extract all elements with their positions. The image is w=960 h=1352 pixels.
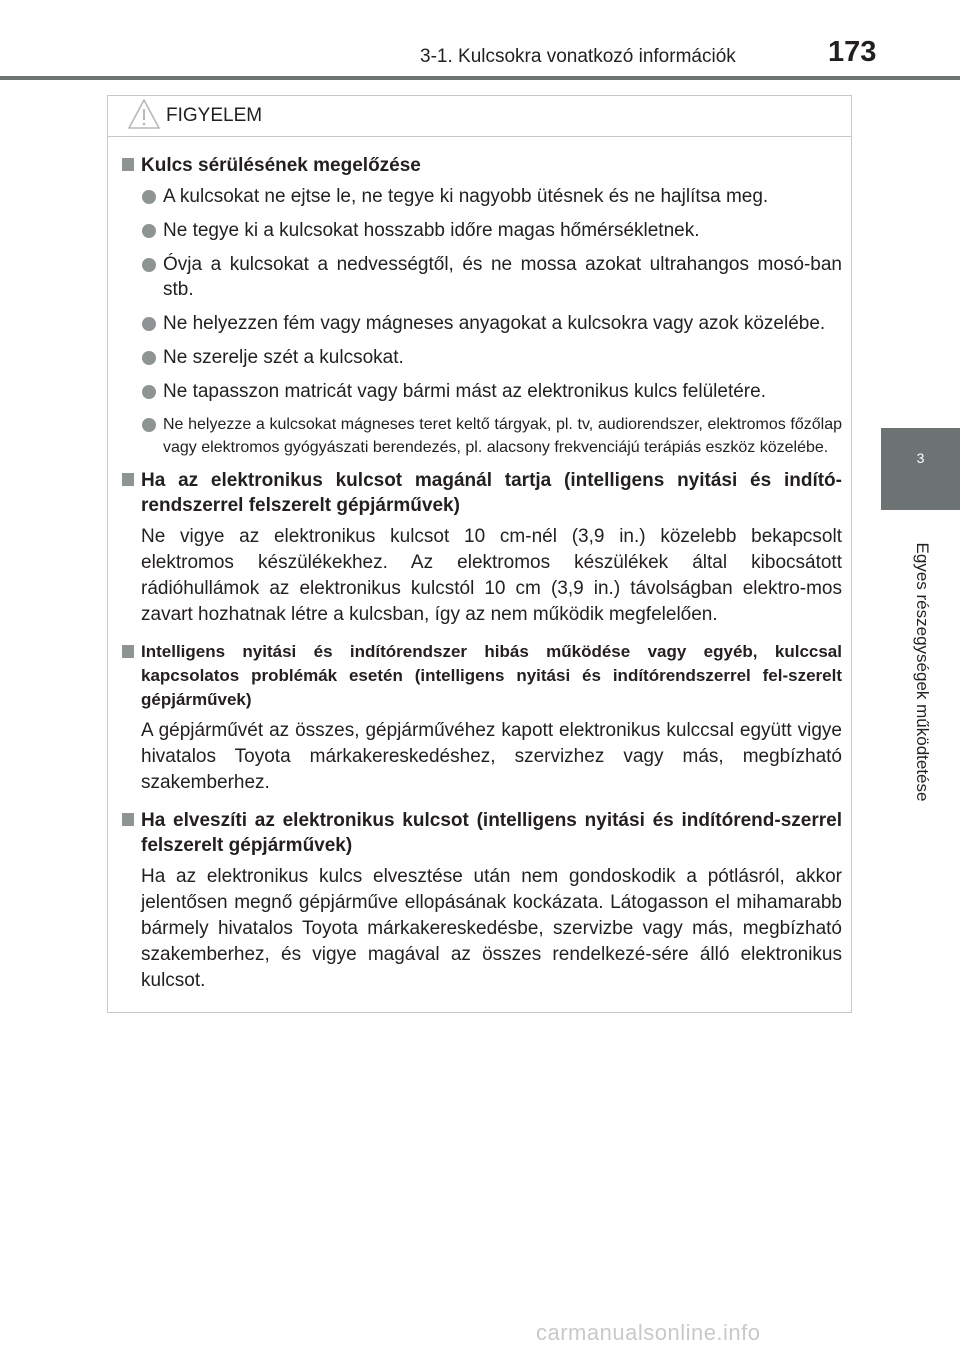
header-rule — [0, 76, 960, 80]
round-bullet-icon — [142, 351, 156, 365]
square-bullet-icon — [122, 158, 134, 171]
warning-box — [107, 95, 852, 1013]
square-bullet-icon — [122, 813, 134, 826]
round-bullet-icon — [142, 418, 156, 432]
list-item-text: Ne helyezzen fém vagy mágneses anyagokat a kulcsokra vagy azok közelébe. — [163, 313, 826, 334]
round-bullet-icon — [142, 317, 156, 331]
section-heading — [117, 640, 842, 712]
section-heading-text: Ha az elektronikus kulcsot magánál tartja (intelligens nyitási és indító-rendszerrel felszerelt gépjárművek) — [141, 470, 842, 516]
round-bullet-icon — [142, 224, 156, 238]
section-paragraph: A gépjárművét az összes, gépjárművéhez kapott elektronikus kulccsal együtt vigye hivatalos Toyota márkakereskedéshez, szervizhez vagy más, megbízható szakemberhez. — [141, 720, 842, 793]
round-bullet-icon — [142, 190, 156, 204]
square-bullet-icon — [122, 645, 134, 658]
list-item-text: Ne tegye ki a kulcsokat hosszabb időre magas hőmérsékletnek. — [163, 220, 700, 241]
chapter-title: Egyes részegységek működtetése — [913, 542, 932, 802]
list-item — [117, 379, 842, 404]
chapter-tab — [881, 428, 960, 510]
section-heading-text: Kulcs sérülésének megelőzése — [141, 155, 421, 176]
list-item-text: Ne tapasszon matricát vagy bármi mást az elektronikus kulcs felületére. — [163, 381, 766, 402]
list-item — [117, 413, 842, 459]
round-bullet-icon — [142, 258, 156, 272]
list-item — [117, 184, 842, 209]
section-heading-text: Intelligens nyitási és indítórendszer hibás működése vagy egyéb, kulccsal kapcsolatos problémák esetén (intelligens nyitási és indítórendszerrel fel-szerelt gépjárművek) — [141, 642, 842, 709]
section-title: 3-1. Kulcsokra vonatkozó információk — [420, 46, 736, 67]
section-heading — [117, 153, 842, 178]
chapter-number: 3 — [916, 450, 925, 466]
warning-header — [108, 96, 851, 137]
list-item — [117, 345, 842, 370]
square-bullet-icon — [122, 473, 134, 486]
bullet-list — [117, 184, 842, 459]
round-bullet-icon — [142, 385, 156, 399]
watermark: carmanualsonline.info — [536, 1320, 761, 1345]
list-item-text: A kulcsokat ne ejtse le, ne tegye ki nagyobb ütésnek és ne hajlítsa meg. — [163, 186, 769, 207]
list-item-text: Óvja a kulcsokat a nedvességtől, és ne mossa azokat ultrahangos mosó-ban stb. — [163, 254, 842, 300]
list-item — [117, 252, 842, 302]
section-heading — [117, 468, 842, 518]
warning-triangle-icon — [127, 98, 161, 130]
list-item-text: Ne helyezze a kulcsokat mágneses teret keltő tárgyak, pl. tv, audiorendszer, elektromos főzőlap vagy elektromos gyógyászati berendezés, pl. alacsony frekvenciájú terápiás eszköz közelébe. — [163, 416, 842, 456]
warning-body — [108, 137, 851, 994]
page-number: 173 — [828, 36, 877, 68]
list-item-text: Ne szerelje szét a kulcsokat. — [163, 347, 404, 368]
section-heading-text: Ha elveszíti az elektronikus kulcsot (intelligens nyitási és indítórend-szerrel felszerelt gépjárművek) — [141, 810, 842, 856]
section-heading — [117, 808, 842, 858]
section-paragraph: Ne vigye az elektronikus kulcsot 10 cm-nél (3,9 in.) közelebb bekapcsolt elektromos készülékekhez. Az elektromos készülékek által kibocsátott rádióhullámok az elektronikus kulcstól 10 cm (3,9 in.) távolságban elektro-mos zavart hozhatnak létre a kulcsban, így az nem működik megfelelően. — [141, 526, 842, 625]
section-paragraph: Ha az elektronikus kulcs elvesztése után nem gondoskodik a pótlásról, akkor jelentősen megnő gépjárműve ellopásának kockázata. Látogasson el mihamarabb bármely hivatalos Toyota márkakereskedésbe, szervizbe vagy más, megbízható szakemberhez, és vigye magával az összes rendelkezé-sére álló elektronikus kulcsot. — [141, 866, 842, 991]
list-item — [117, 218, 842, 243]
list-item — [117, 311, 842, 336]
warning-title: FIGYELEM — [166, 105, 263, 126]
